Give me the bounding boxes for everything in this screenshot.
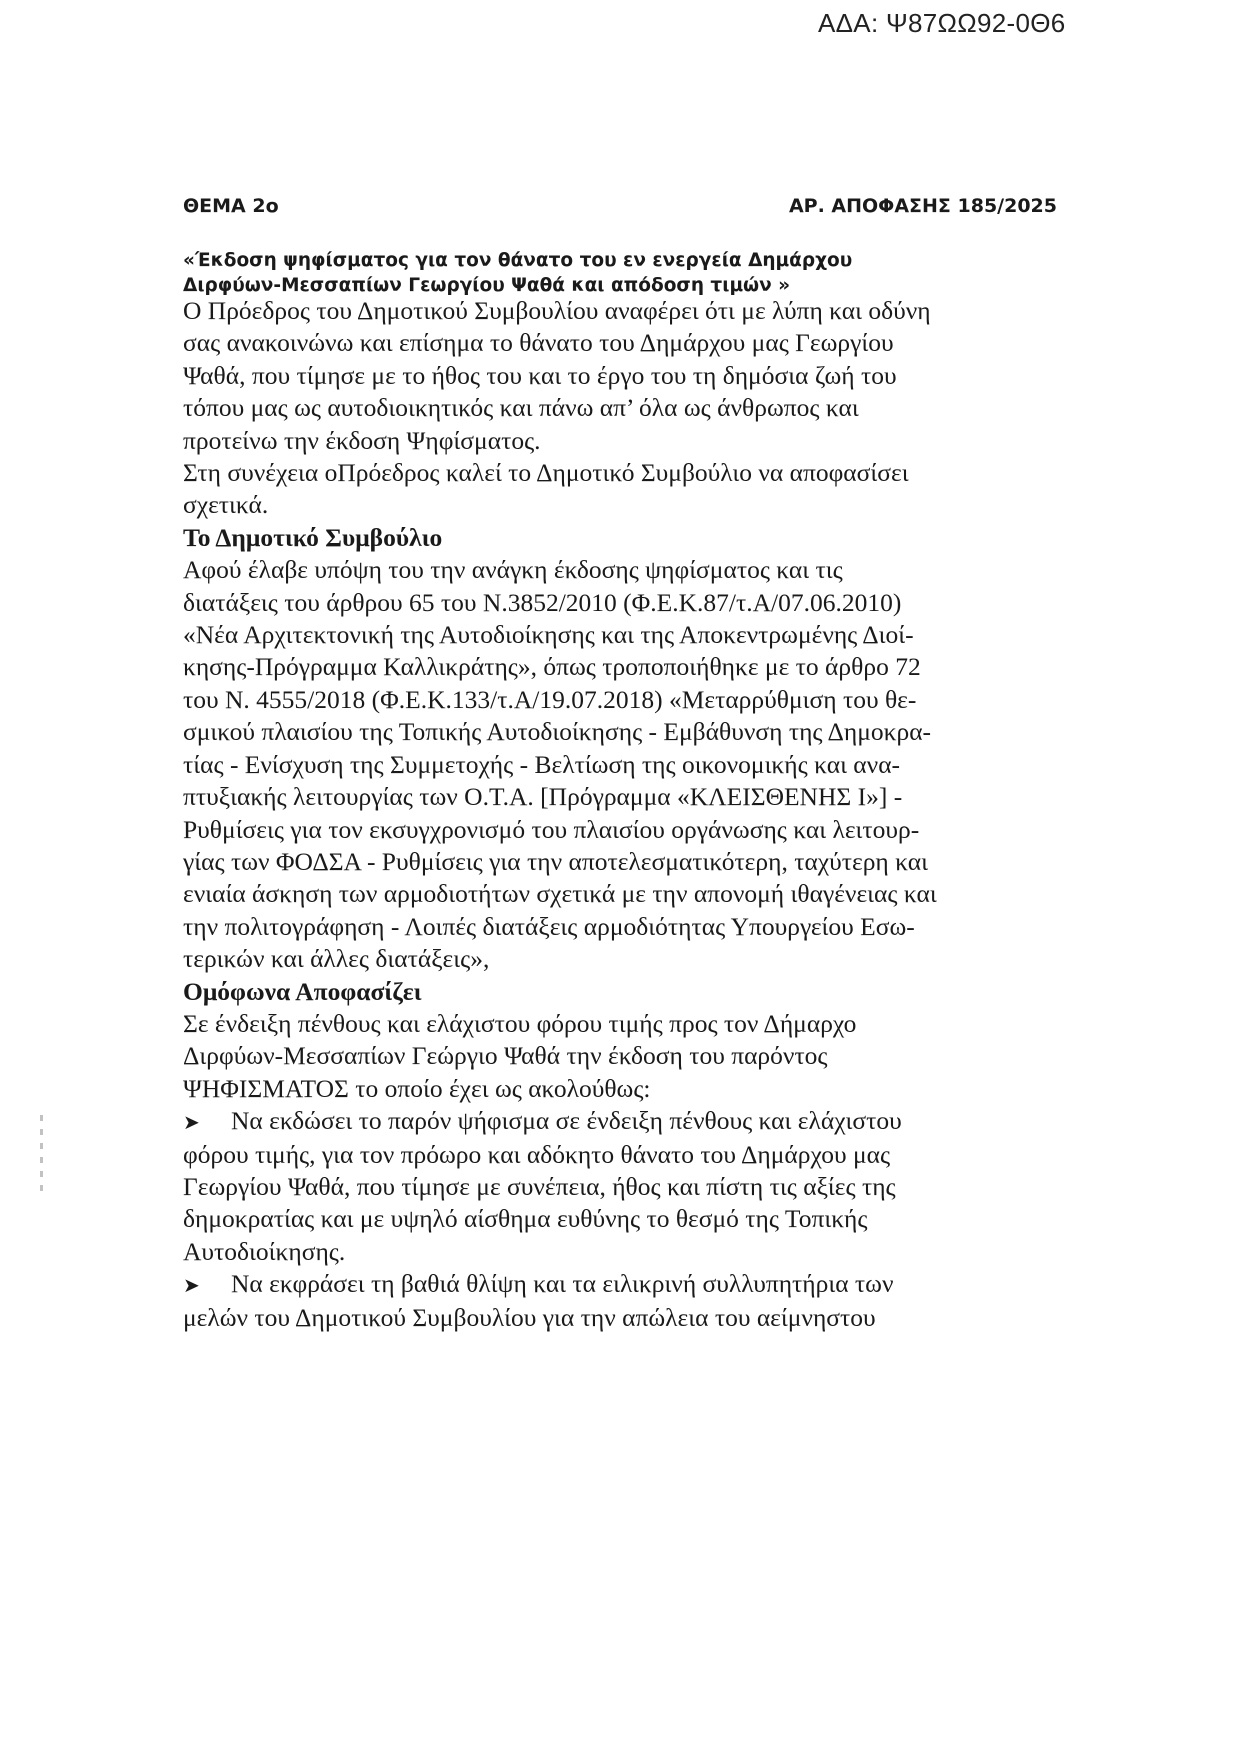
decision-heading: Ομόφωνα Αποφασίζει (183, 976, 422, 1006)
bullet-first-line (183, 1268, 1063, 1301)
bullet-item (183, 1105, 1063, 1268)
council-line: την πολιτογράφηση - Λοιπές διατάξεις αρμοδιότητας Υπουργείου Εσω- (183, 911, 915, 941)
intro-line: Στη συνέχεια οΠρόεδρος καλεί το Δημοτικό Συμβούλιο να αποφασίσει (183, 458, 909, 488)
bullet-item (183, 1268, 1063, 1334)
council-line: τίας - Ενίσχυση της Συμμετοχής - Βελτίωση της οικονομικής και ανα- (183, 749, 901, 779)
bullet-line: μελών του Δημοτικού Συμβουλίου για την απώλεια του αείμνηστου (183, 1302, 876, 1332)
arrow-bullet-icon: ➤ (183, 1273, 200, 1298)
council-line: σμικού πλαισίου της Τοπικής Αυτοδιοίκησης - Εμβάθυνση της Δημοκρα- (183, 717, 932, 747)
bullet-line: Αυτοδιοίκησης. (183, 1236, 346, 1266)
council-line: «Νέα Αρχιτεκτονική της Αυτοδιοίκησης και της Αποκεντρωμένης Διοί- (183, 620, 914, 650)
council-line: τερικών και άλλες διατάξεις», (183, 944, 490, 974)
decision-line: Σε ένδειξη πένθους και ελάχιστου φόρου τιμής προς τον Δήμαρχο (183, 1008, 857, 1038)
council-line: ενιαία άσκηση των αρμοδιοτήτων σχετικά με την απονομή ιθαγένειας και (183, 879, 937, 909)
bullet-text: Να εκδώσει το παρόν ψήφισμα σε ένδειξη πένθους και ελάχιστου (231, 1106, 902, 1136)
intro-line: Ο Πρόεδρος του Δημοτικού Συμβουλίου αναφέρει ότι με λύπη και οδύνη (183, 296, 931, 325)
document-body (183, 295, 1063, 1334)
bullet-line: φόρου τιμής, για τον πρόωρο και αδόκητο θάνατο του Δημάρχου μας (183, 1139, 891, 1169)
intro-line: σας ανακοινώνω και επίσημα το θάνατο του Δημάρχου μας Γεωργίου (183, 328, 894, 358)
subject-title (183, 248, 1063, 298)
council-line: γίας των ΦΟΔΣΑ - Ρυθμίσεις για την αποτελεσματικότερη, ταχύτερη και (183, 846, 928, 876)
scan-margin-mark (40, 1115, 43, 1195)
intro-line: Ψαθά, που τίμησε με το ήθος του και το έργο του τη δημόσια ζωή του (183, 360, 897, 390)
bullet-line: Γεωργίου Ψαθά, που τίμησε με συνέπεια, ήθος και πίστη τις αξίες της (183, 1171, 896, 1201)
intro-line: προτείνω την έκδοση Ψηφίσματος. (183, 425, 541, 455)
decision-line: ΨΗΦΙΣΜΑΤΟΣ το οποίο έχει ως ακολούθως: (183, 1073, 651, 1103)
bullet-text: Να εκφράσει τη βαθιά θλίψη και τα ειλικρινή συλλυπητήρια των (231, 1269, 894, 1299)
bullet-first-line (183, 1105, 1063, 1138)
subject-line: «Έκδοση ψηφίσματος για τον θάνατο του εν ενεργεία Δημάρχου (183, 250, 853, 271)
decision-number: ΑΡ. ΑΠΟΦΑΣΗΣ 185/2025 (788, 195, 1057, 217)
ada-code: ΑΔΑ: Ψ87ΩΩ92-0Θ6 (818, 8, 1066, 38)
bullet-line: δημοκρατίας και με υψηλό αίσθημα ευθύνης το θεσμό της Τοπικής (183, 1204, 868, 1234)
council-line: Ρυθμίσεις για τον εκσυγχρονισμό του πλαισίου οργάνωσης και λειτουρ- (183, 814, 920, 844)
council-line: διατάξεις του άρθρου 65 του Ν.3852/2010 (Φ.Ε.Κ.87/τ.Α/07.06.2010) (183, 587, 902, 617)
intro-line: σχετικά. (183, 490, 269, 520)
council-heading: Το Δημοτικό Συμβούλιο (183, 522, 443, 552)
intro-line: τόπου μας ως αυτοδιοικητικός και πάνω απ’ όλα ως άνθρωπος και (183, 393, 859, 423)
subject-line: Διρφύων-Μεσσαπίων Γεωργίου Ψαθά και απόδοση τιμών » (183, 275, 791, 296)
council-line: του Ν. 4555/2018 (Φ.Ε.Κ.133/τ.Α/19.07.2018) «Μεταρρύθμιση του θε- (183, 684, 917, 714)
arrow-bullet-icon: ➤ (183, 1110, 200, 1135)
decision-line: Διρφύων-Μεσσαπίων Γεώργιο Ψαθά την έκδοση του παρόντος (183, 1041, 828, 1071)
council-line: κησης-Πρόγραμμα Καλλικράτης», όπως τροποποιήθηκε με το άρθρο 72 (183, 652, 921, 682)
council-line: πτυξιακής λειτουργίας των Ο.Τ.Α. [Πρόγραμμα «ΚΛΕΙΣΘΕΝΗΣ Ι»] - (183, 782, 903, 812)
council-line: Αφού έλαβε υπόψη του την ανάγκη έκδοσης ψηφίσματος και τις (183, 555, 843, 585)
topic-label: ΘΕΜΑ 2ο (183, 195, 279, 217)
